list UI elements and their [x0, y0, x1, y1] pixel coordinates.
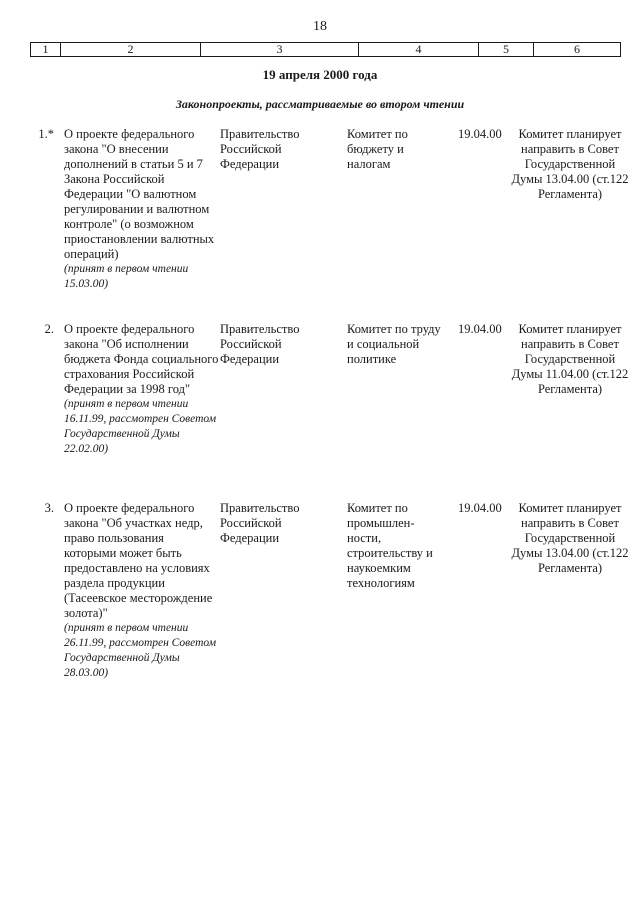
- bill-date: 19.04.00: [458, 127, 502, 141]
- page-number: 18: [313, 19, 327, 34]
- bill-title-cell: [64, 322, 219, 457]
- bill-number: 1.*: [38, 127, 54, 141]
- bill-committee: Комитет по бюджету и налогам: [347, 127, 408, 171]
- bill-date: 19.04.00: [458, 322, 502, 336]
- bill-author: Правительство Российской Федерации: [220, 501, 300, 545]
- section-heading: Законопроекты, рассматриваемые во втором чтении: [175, 97, 465, 111]
- column-number-3: 3: [201, 43, 359, 57]
- column-number-5: 5: [479, 43, 534, 57]
- bill-action: Комитет планирует направить в Совет Государственной Думы 11.04.00 (ст.122 Регламента): [511, 322, 629, 396]
- bill-number: 2.: [44, 322, 54, 336]
- bill-date: 19.04.00: [458, 501, 502, 515]
- bill-author: Правительство Российской Федерации: [220, 322, 300, 366]
- bill-action: Комитет планирует направить в Совет Государственной Думы 13.04.00 (ст.122 Регламента): [511, 501, 629, 575]
- bill-committee: Комитет по промышлен-ности, строительству и наукоемким технологиям: [347, 501, 433, 590]
- bill-committee: Комитет по труду и социальной политике: [347, 322, 441, 366]
- bill-reading-note: (принят в первом чтении 26.11.99, рассмотрен Советом Государственной Думы 28.03.00): [64, 622, 217, 679]
- bill-title-cell: [64, 501, 219, 681]
- column-number-6: 6: [534, 43, 621, 57]
- bill-title: О проекте федерального закона "Об исполнении бюджета Фонда социального страхования Российской Федерации за 1998 год": [64, 322, 219, 396]
- column-number-2: 2: [61, 43, 201, 57]
- bill-reading-note: (принят в первом чтении 15.03.00): [64, 263, 189, 290]
- bill-action: Комитет планирует направить в Совет Государственной Думы 13.04.00 (ст.122 Регламента): [511, 127, 629, 201]
- column-number-header: [30, 42, 621, 57]
- column-number-1: 1: [31, 43, 61, 57]
- bill-reading-note: (принят в первом чтении 16.11.99, рассмотрен Советом Государственной Думы 22.02.00): [64, 398, 217, 455]
- bill-author: Правительство Российской Федерации: [220, 127, 300, 171]
- bill-title: О проекте федерального закона "Об участках недр, право пользования которыми может быть предоставлено на условиях раздела продукции (Тасеевское месторождение золота)": [64, 501, 213, 620]
- date-heading: 19 апреля 2000 года: [262, 67, 378, 82]
- bill-title-cell: [64, 127, 219, 292]
- bill-number: 3.: [44, 501, 54, 515]
- column-number-4: 4: [359, 43, 479, 57]
- bill-title: О проекте федерального закона "О внесении дополнений в статьи 5 и 7 Закона Российской Федерации "О валютном регулировании и валютном контроле" (о возможном приостановлении валютных операций): [64, 127, 215, 261]
